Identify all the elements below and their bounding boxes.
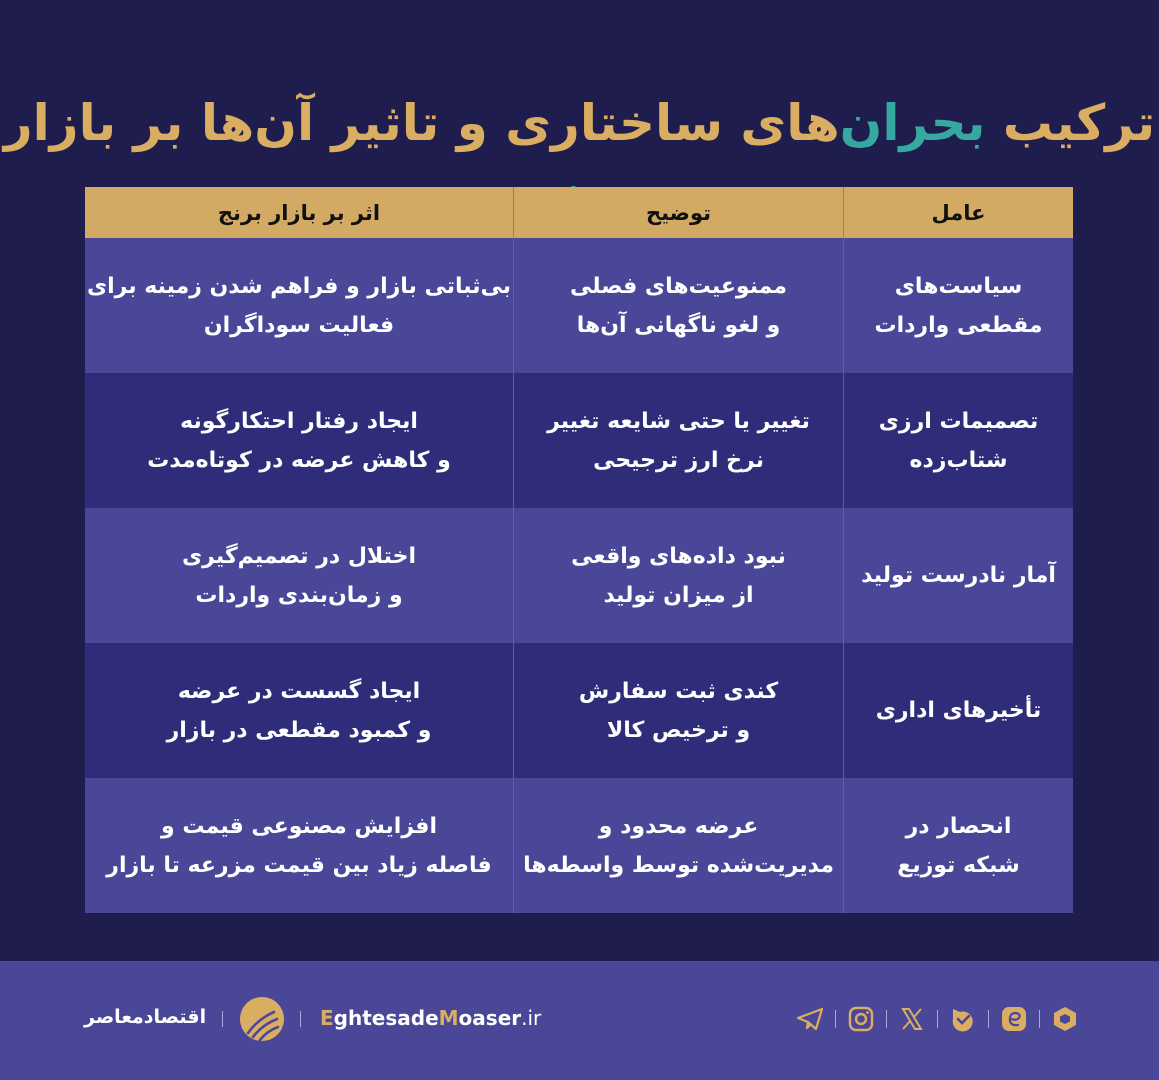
cell-description [513, 778, 843, 913]
line: از میزان تولید [603, 582, 754, 608]
x-icon[interactable] [897, 1004, 927, 1034]
cell-description [513, 238, 843, 373]
title-part-3: ‌های ساختاری و تاثیر آن‌ها بر بازار [3, 94, 840, 152]
title-part-1: ترکیب [985, 94, 1156, 152]
line: ایجاد گسست در عرضه [177, 678, 421, 704]
cell-factor [843, 643, 1073, 778]
line: نرخ ارز ترجیحی [593, 447, 764, 473]
line: و ترخیص کالا [606, 717, 751, 743]
table-row [85, 238, 1073, 373]
header-effect: اثر بر بازار برنج [217, 200, 381, 225]
line: بی‌ثباتی بازار و فراهم شدن زمینه برای [86, 273, 512, 299]
cell-factor [843, 373, 1073, 508]
cell-description [513, 643, 843, 778]
site-part: oaser [458, 1006, 522, 1030]
line: تأخیرهای اداری [875, 698, 1042, 723]
eitaa-icon[interactable] [999, 1004, 1029, 1034]
line: شبکه توزیع [897, 852, 1020, 878]
crisis-table [85, 187, 1073, 913]
line: آمار نادرست تولید [861, 563, 1056, 588]
line: افزایش مصنوعی قیمت و [161, 813, 437, 839]
line: نبود داده‌های واقعی [571, 543, 786, 569]
site-part: ghtesade [333, 1006, 439, 1030]
cell-factor [843, 238, 1073, 373]
brand-name-fa: اقتصادمعاصر [84, 1006, 207, 1028]
line: ممنوعیت‌های فصلی [569, 273, 788, 299]
rubika-icon[interactable] [1050, 1004, 1080, 1034]
divider [300, 1011, 301, 1027]
line: مقطعی واردات [874, 312, 1043, 338]
divider [988, 1010, 989, 1028]
brand-logo-icon [240, 997, 284, 1041]
instagram-icon[interactable] [846, 1004, 876, 1034]
social-links [795, 1004, 1080, 1034]
site-tld: .ir [521, 1006, 542, 1030]
table-row [85, 778, 1073, 913]
cell-description [513, 508, 843, 643]
cell-effect [85, 238, 513, 373]
line: عرضه محدود و [598, 813, 759, 839]
telegram-icon[interactable] [795, 1004, 825, 1034]
divider [886, 1010, 887, 1028]
title-accent-crisis: بحران [839, 94, 986, 152]
line: تغییر یا حتی شایعه تغییر [547, 408, 810, 434]
bale-icon[interactable] [948, 1004, 978, 1034]
table-row [85, 373, 1073, 508]
line: مدیریت‌شده توسط واسطه‌ها [523, 852, 834, 878]
cell-effect [85, 643, 513, 778]
site-letter-m: M [438, 1006, 459, 1030]
line: اختلال در تصمیم‌گیری [182, 543, 416, 569]
line: و کاهش عرضه در کوتاه‌مدت [147, 447, 451, 473]
cell-effect [85, 778, 513, 913]
line: و کمبود مقطعی در بازار [166, 717, 432, 743]
line: فعالیت سوداگران [203, 312, 395, 338]
line: کندی ثبت سفارش [578, 678, 779, 704]
divider [1039, 1010, 1040, 1028]
line: انحصار در [905, 813, 1012, 839]
line: و زمان‌بندی واردات [195, 582, 403, 608]
table-row [85, 508, 1073, 643]
cell-factor [843, 508, 1073, 643]
divider [937, 1010, 938, 1028]
divider [835, 1010, 836, 1028]
line: ایجاد رفتار احتکارگونه [180, 408, 418, 434]
site-letter-e: E [320, 1006, 334, 1030]
table-row [85, 643, 1073, 778]
line: شتاب‌زده [909, 447, 1008, 473]
line: فاصله زیاد بین قیمت مزرعه تا بازار [106, 852, 492, 878]
line: تصمیمات ارزی [878, 408, 1039, 434]
header-factor: عامل [843, 187, 1073, 238]
cell-effect [85, 373, 513, 508]
divider [222, 1011, 223, 1027]
line: و لغو ناگهانی آن‌ها [576, 312, 781, 338]
cell-factor [843, 778, 1073, 913]
table-header [85, 187, 1073, 238]
header-description: توضیح [513, 187, 843, 238]
cell-effect [85, 508, 513, 643]
line: سیاست‌های [894, 273, 1023, 299]
cell-description [513, 373, 843, 508]
website-link[interactable] [320, 1006, 541, 1030]
